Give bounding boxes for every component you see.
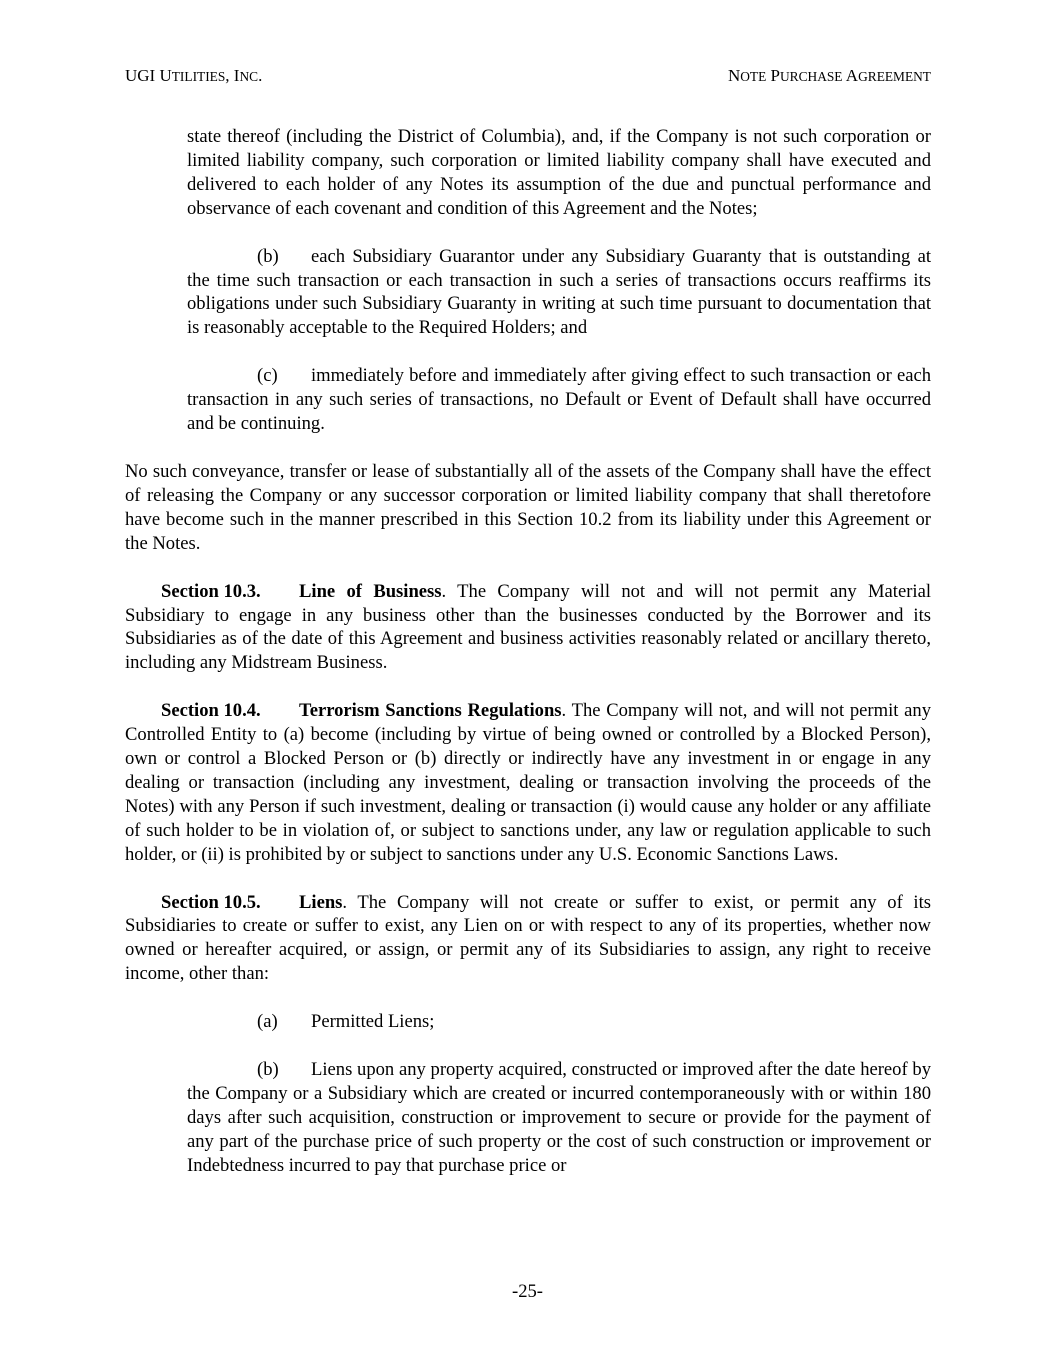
page-number: -25- [512, 1281, 543, 1302]
clause-b-subsidiary-guarantor: (b) each Subsidiary Guarantor under any Subsidiary Guaranty that is outstanding at the time such transaction or each transaction in such a series of transactions occurs reaffirms its obligations under such Subsidiary Guaranty in writing at such time pursuant to documentation that is reasonably acceptable to the Required Holders; and [187, 245, 931, 339]
section-title: Line of Business [299, 580, 442, 602]
page-header [125, 64, 931, 88]
clause-label: (b) [257, 245, 279, 267]
section-number: Section 10.4. [161, 700, 261, 722]
clause-a-permitted-liens: (a) Permitted Liens; [257, 1011, 435, 1033]
section-10-5: Section 10.5. Liens. The Company will not create or suffer to exist, or permit any of its Subsidiaries to create or suffer to exist, any Lien on or with respect to any of its properties, whether now owned or hereafter acquired, or assign, or permit any of its Subsidiaries to assign, any right to receive income, other than: [125, 891, 931, 985]
header-document-title: NOTE PURCHASE AGREEMENT [727, 66, 931, 85]
clause-label: (b) [257, 1059, 279, 1081]
header-company-name: UGI UTILITIES, INC. [125, 66, 263, 85]
section-number: Section 10.5. [161, 891, 261, 913]
paragraph-no-release: No such conveyance, transfer or lease of substantially all of the assets of the Company shall have the effect of releasing the Company or any successor corporation or limited liability company that shall theretofore have become such in the manner prescribed in this Section 10.2 from its liability under this Agreement or the Notes. [125, 460, 931, 554]
section-10-4: Section 10.4. Terrorism Sanctions Regulations. The Company will not, and will not permit any Controlled Entity to (a) become (including by virtue of being owned or controlled by a Blocked Person), own or control a Blocked Person or (b) directly or indirectly have any investment in or engage in any dealing or transaction (including any investment, dealing or transaction involving the proceeds of the Notes) with any Person if such investment, dealing or transaction (i) would cause any holder or any affiliate of such holder to be in violation of, or subject to sanctions under, any law or regulation applicable to such holder, or (ii) is prohibited by or subject to sanctions under any U.S. Economic Sanctions Laws. [125, 700, 931, 865]
clause-label: (c) [257, 365, 278, 387]
section-title: Liens [299, 891, 343, 913]
paragraph-continuation: state thereof (including the District of Columbia), and, if the Company is not such corporation or limited liability company, such corporation or limited liability company shall have executed and delivered to each holder of any Notes its assumption of the due and punctual performance and observance of each covenant and condition of this Agreement and the Notes; [187, 126, 931, 219]
clause-label: (a) [257, 1011, 278, 1033]
clause-c-no-default: (c) immediately before and immediately after giving effect to such transaction or each transaction in any such series of transactions, no Default or Event of Default shall have occurred and be continuing. [187, 365, 931, 435]
section-number: Section 10.3. [161, 580, 261, 602]
section-10-3: Section 10.3. Line of Business. The Company will not and will not permit any Material Subsidiary to engage in any business other than the businesses conducted by the Borrower and its Subsidiaries as of the date of this Agreement and business activities reasonably related or ancillary thereto, including any Midstream Business. [125, 580, 931, 674]
clause-b-purchase-money-liens: (b) Liens upon any property acquired, constructed or improved after the date hereof by the Company or a Subsidiary which are created or incurred contemporaneously with or within 180 days after such acquisition, construction or improvement to secure or provide for the payment of any part of the purchase price of such property or the cost of such construction or improvement or Indebtedness incurred to pay that purchase price or [187, 1059, 931, 1176]
document-body [125, 125, 931, 1178]
section-title: Terrorism Sanctions Regulations [299, 700, 562, 722]
